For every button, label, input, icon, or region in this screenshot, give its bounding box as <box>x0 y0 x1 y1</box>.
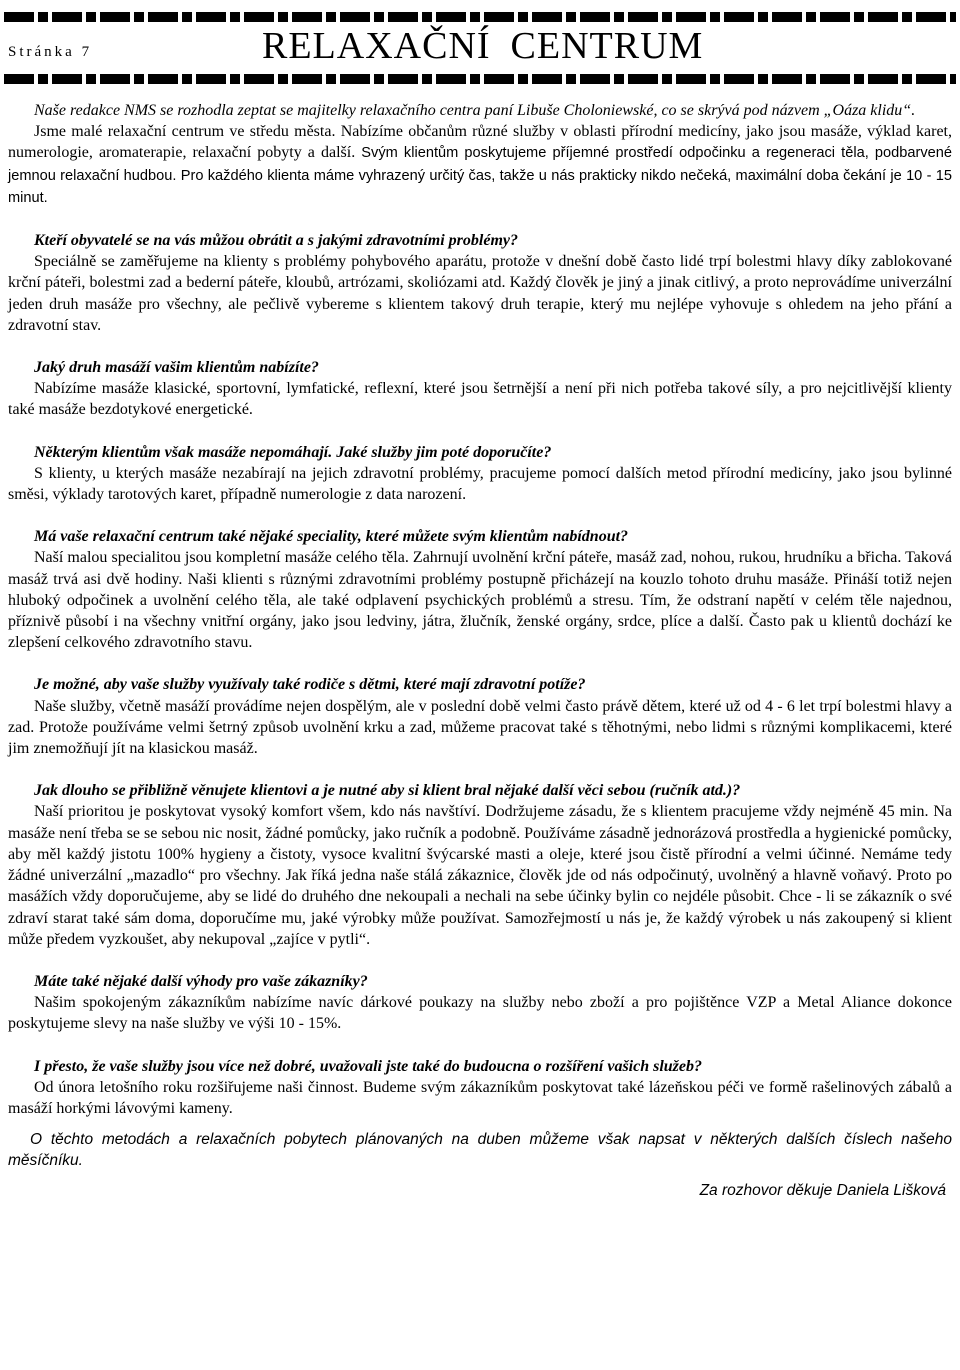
answer-4: Naší malou specialitou jsou kompletní masáže celého těla. Zahrnují uvolnění krční páteře, masáž zad, nohou, rukou, hrudníku a břicha. Taková masáž trvá asi dvě hodiny. Naši klienti s různými zdravotními problémy postupně přicházejí na kouzlo tohoto druhu masáže. Přináší totiž nejen hluboký odpočinek a uvolnění celého těla, ale také odplavení psychických problémů a stresu. Tím, že odstraní napětí v celém těle najednou, příznivě působí i na všechny vnitřní orgány, jako jsou ledviny, játra, žlučník, ženské orgány, srdce, plíce a další. Často pak u klientů dochází ke zlepšení celkového zdravotního stavu. <box>8 549 952 652</box>
question-6: Jak dlouho se přibližně věnujete klientovi a je nutné aby si klient bral nějaké další věci sebou (ručník atd.)? <box>34 782 741 800</box>
title-word-1: RELAXAČNÍ <box>262 25 491 67</box>
opening-part-2: Svým klientům poskytujeme příjemné prostředí odpočinku a regeneraci těla, podbarvené jemnou relaxační hudbou. Pro každého klienta máme vyhrazený určitý čas, takže u nás prakticky nikdo nečeká, maximální doba čekání je 10 - 15 minut. <box>8 145 952 206</box>
page-title <box>262 24 703 68</box>
header-bottom-stripe <box>4 74 956 84</box>
answer-2: Nabízíme masáže klasické, sportovní, lymfatické, reflexní, které jsou šetrnější a není při nich potřeba takové síly, a pro nejcitlivější klienty také masáže bezdotykové energetické. <box>8 380 952 419</box>
page-header <box>0 8 960 94</box>
opening-part-1: Jsme malé relaxační centrum ve středu města. Nabízíme občanům různé služby v oblasti přírodní medicíny, jako jsou masáže, výklad karet, numerologie, aromaterapie, relaxační pobyty a další. <box>8 123 952 162</box>
answer-5: Naše služby, včetně masáží provádíme nejen dospělým, ale v poslední době velmi často právě dětem, které už od 4 - 6 let trpí bolestmi hlavy a zad. Protože používáme velmi šetrný způsob uvolnění krku a zad, můžeme pracovat také s těhotnými, nebo lidmi s různými komplikacemi, které jim znemožňují jít na klasickou masáž. <box>8 697 952 758</box>
answer-3: S klienty, u kterých masáže nezabírají na jejich zdravotní problémy, pracujeme pomocí dalších metod přírodní medicíny, jako jsou bylinné směsi, výklady tarotových karet, případně numerologie z data narození. <box>8 464 952 504</box>
question-7: Máte také nějaké další výhody pro vaše zákazníky? <box>34 972 368 990</box>
question-4: Má vaše relaxační centrum také nějaké speciality, které můžete svým klientům nabídnout? <box>34 528 629 546</box>
article-body <box>8 100 952 1201</box>
answer-7: Našim spokojeným zákazníkům nabízíme navíc dárkové poukazy na služby nebo zboží a pro pojištěnce VZP a Metal Aliance dokonce poskytujeme slevy na naše služby ve výši 10 - 15%. <box>8 994 952 1033</box>
question-3: Některým klientům však masáže nepomáhají. Jaké služby jim poté doporučíte? <box>34 443 552 461</box>
question-5: Je možné, aby vaše služby využívaly také rodiče s dětmi, které mají zdravotní potíže? <box>34 676 586 694</box>
title-word-2: CENTRUM <box>510 25 704 67</box>
question-1: Kteří obyvatelé se na vás můžou obrátit a s jakými zdravotními problémy? <box>34 232 518 250</box>
answer-8: Od února letošního roku rozšiřujeme naši činnost. Budeme svým zákazníkům poskytovat také lázeňskou péči ve formě rašelinových zábalů a masáží horkými lávovými kameny. <box>8 1078 952 1117</box>
opening-paragraph <box>8 121 952 209</box>
author-credit: Za rozhovor děkuje Daniela Lišková <box>699 1181 946 1199</box>
answer-6: Naší prioritou je poskytovat vysoký komfort všem, kdo nás navštíví. Dodržujeme zásadu, že s klientem pracujeme vždy nejméně 45 min. Na masáže není třeba se se sebou nic nosit, žádné pomůcky, jako ručník a podobně. Používáme zásadně jednorázová prostředla a hygienické pomůcky, aby měl každý jistotu 100% hygieny a čistoty, vysoce kvalitní švýcarské masti a oleje, které jsou čistě přírodní a velmi účinné. Nemáme tedy žádné univerzální „mazadlo“ pro všechny. Jak říká jedna naše stálá zákaznice, člověk jde od nás odpočinutý, uvolněný a hlavně voňavý. Proto po masážích vždy doporučujeme, aby se lidé do druhého dne nekoupali a nechali na sebe účinky bylin co nejdéle působit. Chce - li se zákazník o své zdraví starat také sám doma, doporučíme mu, jaké výrobky může používat. Samozřejmostí u nás je, že každý výrobek u nás zakoupený si klient může předem vyzkoušet, aby nekupoval „zajíce v pytli“. <box>8 803 952 948</box>
header-top-stripe <box>4 12 956 22</box>
intro-paragraph: Naše redakce NMS se rozhodla zeptat se majitelky relaxačního centra paní Libuše Choloniewské, co se skrývá pod názvem „Oáza klidu“. <box>34 102 916 119</box>
closing-note: O těchto metodách a relaxačních pobytech plánovaných na duben můžeme však napsat v některých dalších číslech našeho měsíčníku. <box>8 1131 952 1170</box>
question-8: I přesto, že vaše služby jsou více než dobré, uvažovali jste také do budoucna o rozšíření vašich služeb? <box>34 1057 703 1075</box>
answer-1: Speciálně se zaměřujeme na klienty s problémy pohybového aparátu, protože v dnešní době často lidé trpí bolestmi hlavy díky zablokované krční páteři, bolestmi zad a bederní páteře, kloubů, artrózami, skoliózami atd. Každý člověk je jiný a jinak citlivý, a proto neprovádíme univerzální jeden druh masáže pro všechny, ale pečlivě vybereme s klientem takový druh terapie, který mu nejlépe vyhovuje s ohledem na jeho přání a zdravotní stav. <box>8 253 952 334</box>
question-2: Jaký druh masáží vašim klientům nabízíte? <box>34 359 319 377</box>
page-number-label: Stránka 7 <box>8 44 93 60</box>
